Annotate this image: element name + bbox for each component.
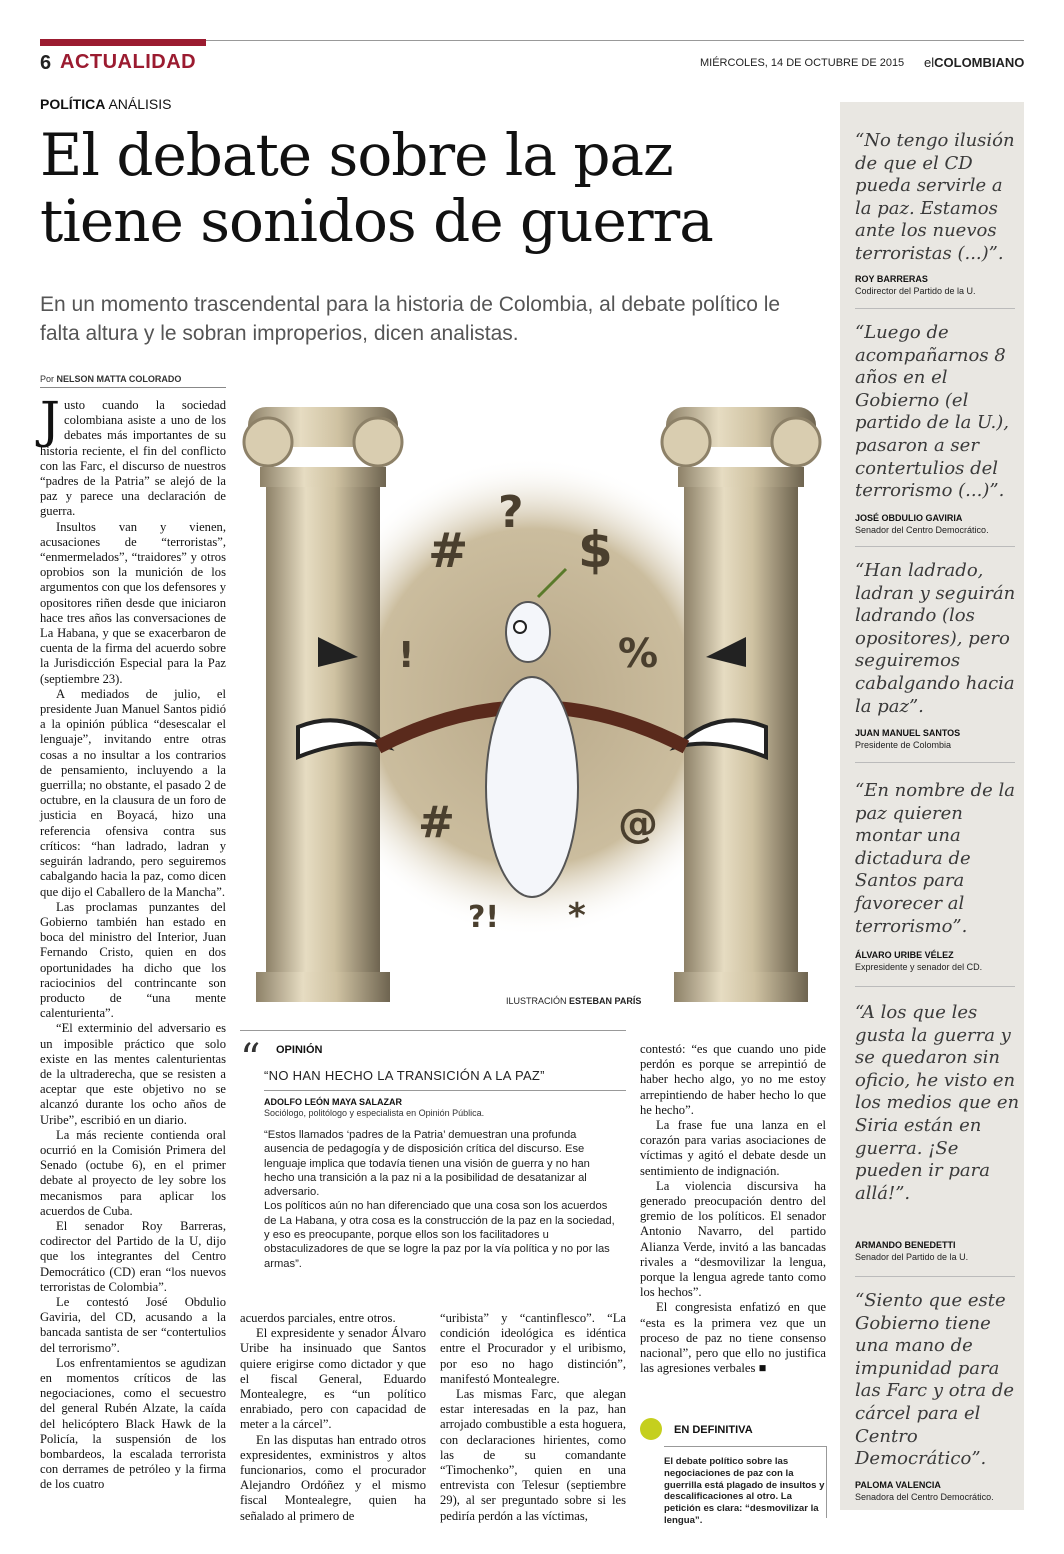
byline [40, 374, 181, 384]
quote-divider [855, 986, 1015, 987]
paragraph-text: usto cuando la sociedad colombiana asiste a uno de los debates más importantes de su historia reciente, el fin del conflicto con las Farc, el discurso de nuestros “padres de la Patria” se alejó de la paz y parece una declaración de guerra. [40, 398, 226, 519]
article-column-4 [640, 1042, 826, 1376]
quote-author: JOSÉ OBDULIO GAVIRIA [855, 513, 963, 523]
definitiva-label: EN DEFINITIVA [674, 1424, 753, 1436]
paragraph: La violencia discursiva ha generado preocupación dentro del gremio de los políticos. El senador Antonio Navarro, del partido Alianza Verde, invitó a las bancadas rivales a “desmovilizar la lengua, porque la lengua agrede tanto como los hechos”. [640, 1178, 826, 1300]
quote-author-role: Codirector del Partido de la U. [855, 286, 976, 296]
svg-text:?!: ?! [468, 900, 500, 935]
paragraph: “El exterminio del adversario es un imposible práctico que solo existe en las mentes calenturientas de la ultraderecha, que se resisten a aceptar que este objetivo no se alcanzó durante los ocho años de Uribe”, escribió en un diario. [40, 1021, 226, 1127]
definitiva-icon [640, 1418, 662, 1440]
left-pillar [244, 407, 402, 1002]
sidebar-quote: “Han ladrado, ladran y seguirán ladrando (los opositores), pero seguiremos cabalgando hacia la paz”. [855, 560, 1016, 717]
byline-prefix: Por [40, 374, 57, 384]
opinion-paragraph: Los políticos aún no han diferenciado que una cosa son los acuerdos de La Habana, y otra cosa es la construcción de la paz en la sociedad, y eso es preocupante, porque ellos son los facilitadores u obstaculizadores de que se logre la paz por la vía política y no por las armas”. [264, 1200, 615, 1270]
credit-prefix: ILUSTRACIÓN [506, 996, 570, 1006]
opinion-author: ADOLFO LEÓN MAYA SALAZAR [264, 1097, 403, 1107]
opinion-text [264, 1128, 622, 1271]
svg-text:?: ? [498, 487, 524, 538]
svg-text:#: # [418, 797, 455, 848]
paragraph: Las mismas Farc, que alegan estar interesadas en la paz, han arrojado combustible a esta hoguera, con declaraciones hirientes, como las de su comandante “Timochenko”, quien en una entrevista con Telesur (septiembre 29), al ser preguntado sobre si les pediría perdón a las víctimas, [440, 1387, 626, 1523]
sidebar-quote: “En nombre de la paz quieren montar una dictadura de Santos para favorecer al terrorismo”. [855, 780, 1016, 937]
section-color-bar [40, 39, 206, 46]
quote-mark-icon: “ [240, 1036, 261, 1082]
illustration-svg [238, 367, 826, 1011]
illustration-credit [506, 996, 641, 1006]
headline-line-1: El debate sobre la paz [40, 121, 673, 189]
opinion-label: OPINIÓN [276, 1044, 323, 1056]
paragraph: contestó: “es que cuando uno pide perdón es porque se arrepintió de haber hecho algo, yo no me estoy arrepintiendo de haber hecho lo que he hecho”. [640, 1042, 826, 1117]
svg-text:@: @ [618, 801, 658, 847]
article-column-3 [440, 1311, 626, 1524]
paragraph: El senador Roy Barreras, codirector del Partido de la U, dijo que los integrantes del Centro Democrático (CD) eran “los nuevos terroristas de Colombia”. [40, 1218, 226, 1294]
paragraph: Le contestó José Obdulio Gaviria, del CD, acusando a la bancada santista de ser “contertulios del terrorismo”. [40, 1294, 226, 1355]
paragraph [640, 1300, 826, 1376]
quote-divider [855, 762, 1015, 763]
quote-author-role: Senador del Centro Democrático. [855, 525, 989, 535]
paragraph: Insultos van y vienen, acusaciones de “terroristas”, “enmermelados”, “traidores” y otros oprobios son la munición de los argumentos con que los defensores y opositores riñen desde que iniciaron hace tres años las conversaciones de La Habana, y que se exacerbaron de cuenta de la firma del acuerdo sobre la Jurisdicción Especial para la Paz (septiembre 23). [40, 519, 226, 686]
issue-date: MIÉRCOLES, 14 DE OCTUBRE DE 2015 [700, 57, 905, 69]
article-column-1 [40, 391, 226, 1493]
right-pillar [662, 407, 820, 1002]
headline [40, 122, 810, 254]
paragraph: Las proclamas punzantes del Gobierno también han estado en boca del ministro del Interior, Juan Fernando Cristo, quien en dos oportunidades ha dicho que los raciocinios del contrincante son producto de “una mente calenturienta”. [40, 899, 226, 1021]
headline-line-2: tiene sonidos de guerra [40, 187, 713, 255]
sidebar-quote: “Siento que este Gobierno tiene una mano de impunidad para las Farc y otra de cárcel para el Centro Democrático”. [855, 1290, 1015, 1470]
article-column-2 [240, 1311, 426, 1524]
paragraph: En las disputas han entrado otros expresidentes, exministros y altos funcionarios, como el procurador Alejandro Ordóñez y el mismo fiscal Montealegre, quien ha señalado al primero de [240, 1432, 426, 1523]
end-mark-icon: ■ [758, 1361, 767, 1376]
kicker-topic: POLÍTICA [40, 96, 106, 112]
paragraph: La frase fue una lanza en el corazón para varias asociaciones de víctimas y agitó el debate desde un sentimiento de indignación. [640, 1118, 826, 1178]
svg-text:$: $ [578, 521, 613, 579]
quote-author-role: Presidente de Colombia [855, 740, 952, 750]
quote-divider [855, 1276, 1015, 1277]
section-name: ACTUALIDAD [60, 51, 197, 73]
sidebar-quote: “A los que les gusta la guerra y se quedaron sin oficio, he visto en los medios que en Siria están en guerra. ¡Se pueden ir para allá!”. [855, 1002, 1020, 1204]
opinion-author-role: Sociólogo, politólogo y especialista en Opinión Pública. [264, 1108, 485, 1118]
svg-text:%: % [618, 631, 659, 677]
opinion-top-rule [240, 1030, 626, 1031]
definitiva-side-rule [826, 1446, 827, 1518]
paragraph: Los enfrentamientos se agudizan en momentos críticos de las negociaciones, como el secuestro del general Rubén Alzate, la caída del helicóptero Black Hawk de la Policía, la suspensión de los bombardeos, la escalada terrorista con derrames de petróleo y la firma de los cuatro [40, 1355, 226, 1492]
quote-author: JUAN MANUEL SANTOS [855, 728, 961, 738]
kicker-type: ANÁLISIS [105, 96, 172, 112]
quote-author: ÁLVARO URIBE VÉLEZ [855, 950, 954, 960]
quote-author-role: Senador del Partido de la U. [855, 1252, 969, 1262]
definitiva-rule [664, 1446, 826, 1447]
page-number: 6 [40, 52, 52, 74]
byline-author: NELSON MATTA COLORADO [56, 374, 182, 384]
drop-cap: J [40, 391, 61, 449]
paragraph: “uribista” y “cantinflesco”. “La condición ideológica es idéntica entre el Procurador y el uribismo, por eso no hago distinción”, manifestó Montealegre. [440, 1311, 626, 1386]
paragraph [40, 391, 226, 520]
quote-author: ROY BARRERAS [855, 274, 928, 284]
illustration-columns-dove [238, 367, 826, 1011]
quote-author-role: Expresidente y senador del CD. [855, 962, 983, 972]
quote-divider [855, 546, 1015, 547]
paragraph: acuerdos parciales, entre otros. [240, 1311, 396, 1325]
brand-prefix: el [924, 55, 935, 70]
kicker [40, 96, 172, 112]
paragraph-text: El congresista enfatizó en que “esta es la primera vez que un proceso de paz no tiene consenso nacional”, pero que ello no justifica las agresiones verbales [640, 1300, 826, 1376]
quote-author: ARMANDO BENEDETTI [855, 1240, 956, 1250]
paragraph: A mediados de julio, el presidente Juan Manuel Santos pidió a la opinión pública “desescalar el lenguaje”, invitando entre otras cosas a no insultar a los contrarios de pensamiento, incluyendo a la guerrilla; no obstante, el pasado 2 de octubre, en la clausura de un foro de justicia en Boyacá, hizo una referencia ofensiva contra sus críticos: “han ladrado, ladran y seguirán ladrando, pero seguiremos cabalgando hacia la paz, como dicen que dijo el Caballero de la Mancha”. [40, 686, 226, 899]
svg-text:!: ! [398, 635, 415, 676]
paragraph: El expresidente y senador Álvaro Uribe ha insinuado que Santos quiere erigirse como dictador y que el fiscal General, Eduardo Montealegre, es “un político enrabiado, pero con capacidad de meter a la cárcel”. [240, 1326, 426, 1432]
definitiva-text: El debate político sobre las negociaciones de paz con la guerrilla está plagado de insultos y descalificaciones al otro. La petición es clara: “desmovilizar la lengua”. [664, 1456, 825, 1526]
brand-name: COLOMBIANO [934, 55, 1025, 70]
opinion-title-rule [264, 1090, 626, 1091]
opinion-title: “NO HAN HECHO LA TRANSICIÓN A LA PAZ” [264, 1068, 545, 1083]
byline-rule [40, 387, 226, 388]
deck-subtitle: En un momento trascendental para la historia de Colombia, al debate político le falta altura y le sobran improperios, dicen analistas. [40, 293, 781, 345]
sidebar-quote: “Luego de acompañarnos 8 años en el Gobierno (el partido de la U.), pasaron a ser contertulios del terrorismo (...)”. [855, 322, 1010, 502]
newspaper-brand [924, 55, 1024, 70]
opinion-paragraph: “Estos llamados ‘padres de la Patria’ demuestran una profunda ausencia de pedagogía y de disposición crítica del discurso. Ese lenguaje implica que todavía tienen una visión de guerra y no han hecho una transición a la paz ni a la posibilidad de desatanizar al adversario. [264, 1129, 590, 1199]
sidebar-quote: “No tengo ilusión de que el CD pueda servirle a la paz. Estamos ante los nuevos terroristas (...)”. [855, 130, 1015, 264]
quote-author-role: Senadora del Centro Democrático. [855, 1492, 994, 1502]
paragraph: La más reciente contienda oral ocurrió en la Comisión Primera del Senado (octube 6), en el primer debate al proyecto de ley sobre los mecanismos para aplicar los acuerdos de Cuba. [40, 1127, 226, 1218]
quote-author: PALOMA VALENCIA [855, 1480, 941, 1490]
svg-text:*: * [568, 896, 586, 936]
quote-divider [855, 308, 1015, 309]
svg-text:#: # [428, 523, 469, 579]
credit-name: ESTEBAN PARÍS [569, 996, 642, 1006]
